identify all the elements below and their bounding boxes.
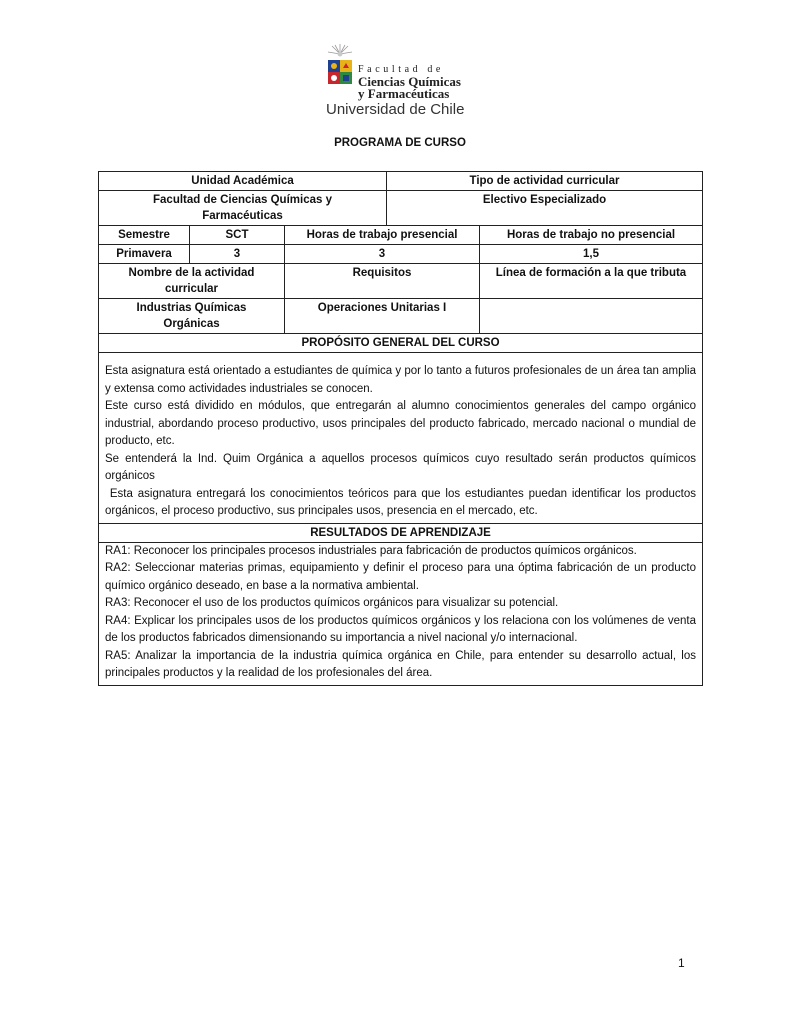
logo-line-facultad: Facultad de	[358, 64, 444, 75]
sct-value: 3	[190, 245, 285, 264]
resultado-item: RA3: Reconocer el uso de los productos químicos orgánicos para visualizar su potencial.	[105, 597, 559, 609]
resultados-body	[99, 542, 703, 685]
table-row	[99, 191, 703, 226]
table-row	[99, 172, 703, 191]
table-row	[99, 264, 703, 299]
proposito-paragraph: Esta asignatura está orientado a estudiantes de química y por lo tanto a futuros profesionales de un área tan amplia y extensa como actividades industriales se conocen.	[105, 365, 697, 395]
faculty-crest-icon	[322, 44, 358, 106]
table-row	[99, 542, 703, 685]
faculty-logo	[322, 44, 482, 120]
logo-line-universidad: Universidad de Chile	[326, 101, 465, 118]
proposito-paragraph: Este curso está dividido en módulos, que entregarán al alumno conocimientos generales del campo orgánico industrial, abordando proceso productivo, usos principales del producto fabricado, mercado nacional o mundial de producto, etc.	[105, 400, 697, 447]
page-title: PROGRAMA DE CURSO	[334, 137, 466, 149]
resultado-item: RA1: Reconocer los principales procesos industriales para fabricación de productos químicos orgánicos.	[105, 544, 637, 557]
resultados-heading: RESULTADOS DE APRENDIZAJE	[99, 523, 703, 542]
nombre-actividad-label: Nombre de la actividad curricular	[99, 264, 285, 299]
proposito-paragraph: Esta asignatura entregará los conocimientos teóricos para que los estudiantes puedan identificar los productos orgánicos, el proceso productivo, sus principales usos, presencia en el mercado, etc.	[105, 487, 700, 517]
semestre-label: Semestre	[99, 226, 190, 245]
horas-presencial-label: Horas de trabajo presencial	[285, 226, 480, 245]
linea-formacion-label: Línea de formación a la que tributa	[480, 264, 703, 299]
linea-formacion-value	[480, 299, 703, 334]
table-row	[99, 334, 703, 353]
proposito-heading: PROPÓSITO GENERAL DEL CURSO	[99, 334, 703, 353]
table-row	[99, 523, 703, 542]
requisitos-value: Operaciones Unitarias I	[285, 299, 480, 334]
logo-line-farmaceuticas: y Farmacéuticas	[358, 86, 450, 101]
horas-no-presencial-value: 1,5	[480, 245, 703, 264]
resultado-item: RA2: Seleccionar materias primas, equipamiento y definir el proceso para una óptima fabricación de un producto químico orgánico deseado, en base a la normativa ambiental.	[105, 562, 697, 592]
tipo-actividad-label: Tipo de actividad curricular	[387, 172, 703, 191]
horas-no-presencial-label: Horas de trabajo no presencial	[480, 226, 703, 245]
table-row	[99, 245, 703, 264]
tipo-actividad-value: Electivo Especializado	[387, 191, 703, 226]
logo-line-ciencias: Ciencias Químicas	[358, 74, 461, 89]
semestre-value: Primavera	[99, 245, 190, 264]
unidad-academica-label: Unidad Académica	[99, 172, 387, 191]
resultado-item: RA4: Explicar los principales usos de los productos químicos orgánicos y los relaciona con los volúmenes de venta de los productos fabricados dimensionando su importancia a nivel nacional y/o internacional.	[105, 614, 697, 644]
course-program-table	[98, 171, 703, 686]
requisitos-label: Requisitos	[285, 264, 480, 299]
proposito-body	[99, 353, 703, 524]
proposito-paragraph: Se entenderá la Ind. Quim Orgánica a aquellos procesos químicos cuyo resultado serán productos químicos orgánicos	[105, 452, 697, 482]
sct-label: SCT	[190, 226, 285, 245]
page-number: 1	[678, 956, 685, 970]
unidad-academica-value: Facultad de Ciencias Químicas y Farmacéuticas	[99, 191, 387, 226]
nombre-actividad-value: Industrias Químicas Orgánicas	[99, 299, 285, 334]
table-row	[99, 226, 703, 245]
horas-presencial-value: 3	[285, 245, 480, 264]
table-row	[99, 299, 703, 334]
resultado-item: RA5: Analizar la importancia de la industria química orgánica en Chile, para entender su desarrollo actual, los principales productos y la realidad de los profesionales del área.	[105, 649, 697, 679]
table-row	[99, 353, 703, 524]
